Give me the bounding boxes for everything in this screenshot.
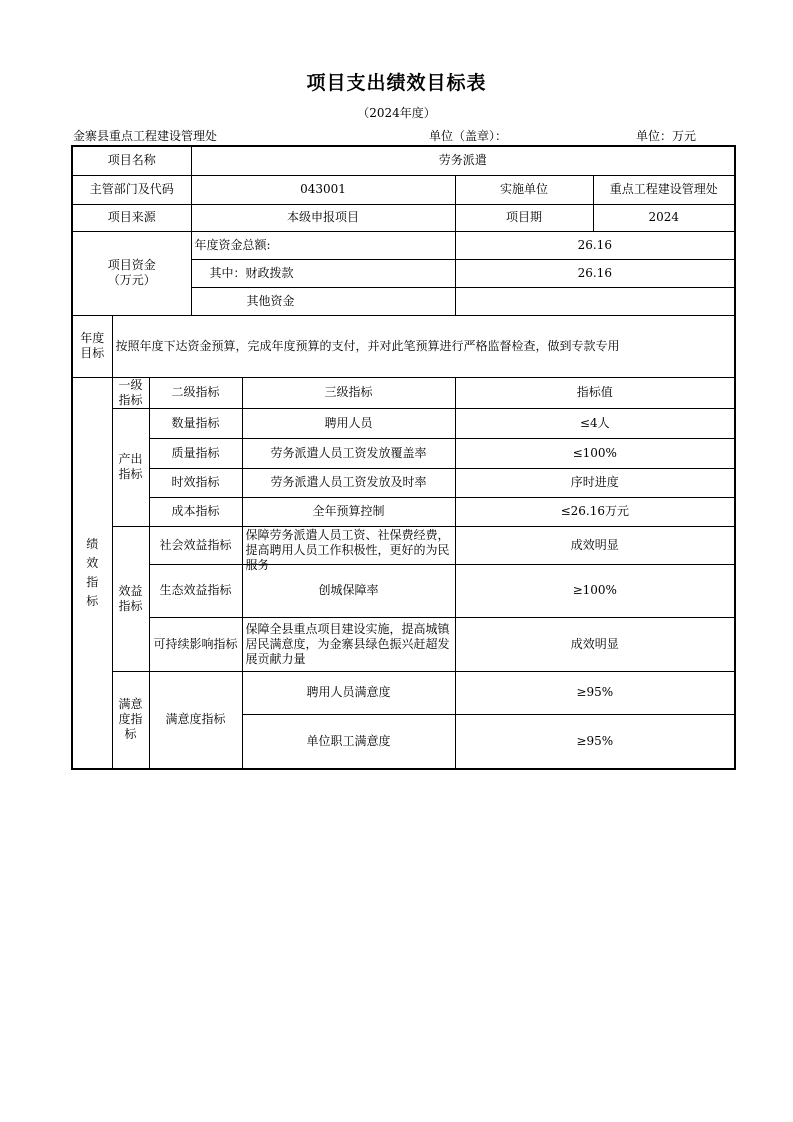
source-value: 本级申报项目: [191, 204, 455, 231]
project-name-label: 项目名称: [72, 146, 191, 175]
perf-label-char: 效: [86, 555, 99, 570]
l3-indicator: 单位职工满意度: [242, 714, 455, 769]
indicator-value: ≤26.16万元: [455, 497, 735, 526]
l2-indicator: 满意度指标: [149, 671, 242, 769]
l3-indicator-text: 保障劳务派遣人员工资、社保费经费，提高聘用人员工作积极性，更好的为民服务: [245, 528, 450, 572]
satisfaction-label-line1: 满意: [118, 697, 143, 712]
row-annual-goal: [72, 315, 735, 377]
l3-indicator: 劳务派遣人员工资发放覆盖率: [242, 438, 455, 468]
output-label-line2: 指标: [118, 467, 143, 481]
indicator-value: 序时进度: [455, 468, 735, 497]
project-name-value: 劳务派遣: [191, 146, 735, 175]
stamp-label: 单位（盖章）：: [429, 129, 508, 143]
annual-goal-label-line1: 年度: [80, 331, 105, 345]
col-l2-header: 二级指标: [149, 377, 242, 408]
indicator-value: 成效明显: [455, 526, 735, 564]
l3-indicator: 全年预算控制: [242, 497, 455, 526]
benefit-label-line2: 指标: [118, 598, 143, 613]
table-row: [72, 497, 735, 526]
indicator-value: ≥100%: [455, 564, 735, 617]
dept-value: 043001: [191, 175, 455, 204]
satisfaction-indicator-label: [112, 671, 149, 769]
row-department: [72, 175, 735, 204]
total-funds-label: 年度资金总额:: [191, 231, 455, 259]
perf-label-char: 指: [86, 574, 99, 589]
l3-indicator: 聘用人员满意度: [242, 671, 455, 714]
l2-indicator: 可持续影响指标: [149, 617, 242, 671]
indicator-value: 成效明显: [455, 617, 735, 671]
annual-goal-label-line2: 目标: [80, 346, 105, 360]
indicator-value: ≤100%: [455, 438, 735, 468]
l3-indicator: 创城保障率: [242, 564, 455, 617]
annual-goal-label: [72, 315, 112, 377]
source-label: 项目来源: [72, 204, 191, 231]
indicator-value: ≤4人: [455, 408, 735, 438]
l3-indicator: [242, 526, 455, 572]
dept-label: 主管部门及代码: [72, 175, 191, 204]
total-funds-value: 26.16: [455, 231, 735, 259]
satisfaction-label-line3: 标: [124, 727, 137, 742]
impl-unit-label: 实施单位: [455, 175, 593, 204]
l3-indicator: 聘用人员: [242, 408, 455, 438]
org-name: 金寨县重点工程建设管理处: [73, 129, 218, 143]
annual-goal-text: 按照年度下达资金预算，完成年度预算的支付，并对此笔预算进行严格监督检查，做到专款专用: [112, 315, 735, 377]
perf-label-char: 标: [86, 593, 99, 608]
l2-indicator: 数量指标: [149, 408, 242, 438]
row-total-funds: [72, 231, 735, 259]
col-l3-header: 三级指标: [242, 377, 455, 408]
unit-label: 单位：万元: [636, 129, 697, 143]
output-label-line1: 产出: [118, 452, 143, 466]
benefit-indicator-label: [112, 526, 149, 671]
l2-indicator: 时效指标: [149, 468, 242, 497]
indicator-value: ≥95%: [455, 714, 735, 769]
other-funds-value: [455, 287, 735, 315]
fiscal-year: （2024年度）: [357, 106, 436, 120]
table-row: [72, 468, 735, 497]
fiscal-funds-value: 26.16: [455, 259, 735, 287]
col-l1-header: [112, 377, 149, 408]
page-title: 项目支出绩效目标表: [306, 72, 487, 94]
l2-indicator: 质量指标: [149, 438, 242, 468]
perf-label-char: 绩: [86, 536, 99, 551]
period-value: 2024: [593, 204, 735, 231]
fiscal-funds-label: 其中：财政拨款: [191, 259, 455, 287]
table-row: [72, 564, 735, 617]
row-perf-header: [72, 377, 735, 408]
output-indicator-label: [112, 408, 149, 526]
table-row: [72, 671, 735, 714]
perf-label: [72, 377, 112, 769]
other-funds-label: 其他资金: [191, 287, 455, 315]
table-row: [72, 408, 735, 438]
l3-indicator: [242, 617, 455, 671]
col-l1-header-line2: 指标: [118, 392, 143, 407]
row-source: [72, 204, 735, 231]
l2-indicator: 生态效益指标: [149, 564, 242, 617]
l2-indicator: 社会效益指标: [149, 526, 242, 564]
satisfaction-label-line2: 度指: [118, 712, 143, 727]
table-row: [72, 438, 735, 468]
l3-indicator: 劳务派遣人员工资发放及时率: [242, 468, 455, 497]
impl-unit-value: 重点工程建设管理处: [593, 175, 735, 204]
table-row: [72, 617, 735, 671]
l2-indicator: 成本指标: [149, 497, 242, 526]
col-value-header: 指标值: [455, 377, 735, 408]
funds-label-line2: （万元）: [107, 273, 156, 287]
table-row: [72, 526, 735, 564]
funds-label: [72, 231, 191, 315]
indicator-value: ≥95%: [455, 671, 735, 714]
col-l1-header-line1: 一级: [118, 377, 143, 392]
performance-target-table: [71, 145, 736, 770]
row-project-name: [72, 146, 735, 175]
funds-label-line1: 项目资金: [107, 258, 156, 272]
period-label: 项目期: [455, 204, 593, 231]
benefit-label-line1: 效益: [118, 583, 143, 598]
l3-indicator-text: 保障全县重点项目建设实施，提高城镇居民满意度，为金寨县绿色振兴赶超发展贡献力量: [245, 621, 450, 666]
